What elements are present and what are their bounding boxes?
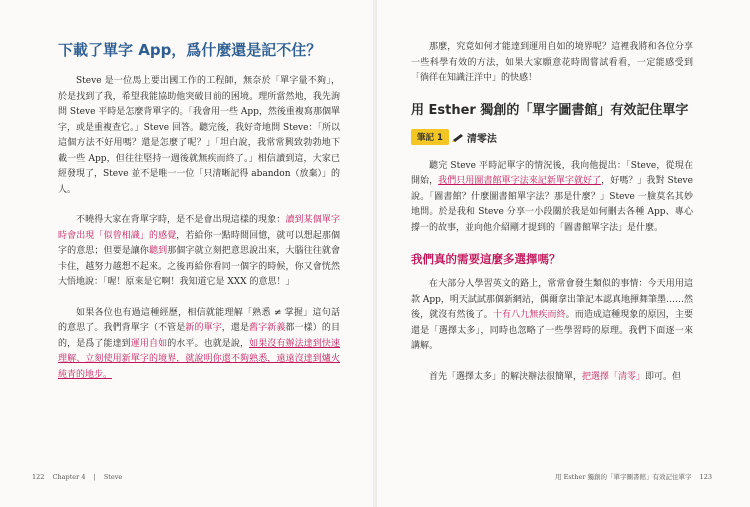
left-p2-highlight-1: 讀到某個單字時會出現「似曾相識」的感覺: [58, 215, 340, 241]
right-page-number: 123: [699, 473, 712, 481]
right-p3-highlight: 把選擇「清零」: [582, 371, 646, 382]
left-p2-highlight-2: 聽到: [149, 246, 168, 256]
right-subheading: 我們真的需要這麼多選擇嗎？: [411, 252, 561, 266]
left-page-footer: [32, 473, 128, 481]
right-paragraph-1: [411, 159, 693, 237]
right-p1-text-a: 聽完 Steve 平時記單字的情況後，我向他提出：「Steve，從現在開始，: [411, 160, 693, 186]
left-p3-highlight-3: 運用自如: [130, 338, 168, 349]
left-paragraph-2: [58, 213, 340, 291]
right-p2-text-a: 在大部分人學習英文的路上，常常會發生類似的事情：今天用用這款 App，明天試試那個新網站，偶爾拿出筆記本認真地揮舞筆墨……然後，就沒有然後了。: [411, 279, 693, 320]
left-page-number: 122: [32, 473, 45, 481]
right-paragraph-0: [411, 40, 693, 87]
chapter-name: Steve: [103, 473, 123, 481]
left-paragraph-1: [58, 74, 340, 198]
right-paragraph-3: [411, 370, 693, 386]
note-badge: 筆記 1: [411, 129, 449, 145]
right-p2-highlight: 十有八九無疾而終: [492, 310, 566, 320]
left-paragraph-3: [58, 306, 340, 384]
right-paragraph-2: [411, 277, 693, 355]
right-page-content: [411, 40, 693, 385]
left-p3-text-c: 都一樣）的目的，是爲了能達到: [58, 323, 340, 349]
note-tag: [411, 130, 693, 145]
pencil-icon: [452, 133, 464, 142]
left-p3-text-d: 的水平。也就是說，: [167, 338, 250, 349]
note-title: 清零法: [466, 133, 497, 145]
left-p3-text-b: ，還是: [221, 323, 250, 333]
left-p2-text-b: ，若給你一點時間回憶，就可以想起那個字的意思；但要是讓你: [58, 230, 340, 256]
left-p3-text-a: 如果各位也有過這種經歷，相信就能理解「熟悉 ≠ 掌握」這句話的意思了。我們背單字（不管是: [58, 307, 340, 333]
left-p1-text: Steve 是一位馬上要出國工作的工程師，無奈於「單字量不夠」，於是找到了我，希望我能協助他突破目前的困境。理所當然地，我先詢問 Steve 平時是怎麼背單字的。「我會用一些 App，然後重複寫那個單字，或是重複查它。」Steve 回答。聽完後，我好奇地問 Steve：「所以這個方法不好用嗎？還是怎麼了呢？」「坦白說，我常常興致勃勃地下載一些 App，但往往堅持一週後就無疾而終了。」相信讀到這，大家已經發現了，Steve 並不是唯一一位「只清晰記得 abandon（放棄）」的人。: [58, 76, 341, 195]
right-p2-text-b: 。而造成這種現象的原因，主要還是「選擇太多」，同時也忽略了一些學習時的原理。我們下面逐一來講解。: [411, 310, 693, 351]
footer-separator: |: [93, 473, 96, 481]
left-p3-highlight-1: 新的單字: [185, 323, 222, 333]
right-p1-highlight: 我們只用圖書館單字法來記新單字就好了: [438, 176, 602, 186]
right-page: [375, 0, 750, 507]
right-p3-text-a: 首先「選擇太多」的解決辦法很簡單，: [429, 371, 583, 382]
right-p0-text: 那麼，究竟如何才能達到運用自如的境界呢？這裡我將和各位分享一些科學有效的方法，如果大家願意花時間嘗試看看，一定能感受到「徜徉在知識汪洋中」的快感！: [411, 42, 693, 83]
chapter-label: Chapter 4: [52, 473, 86, 481]
left-p2-text-a: 不曉得大家在背單字時，是不是會出現這樣的現象：: [76, 215, 286, 225]
left-heading: 下載了單字 App，爲什麼還是記不住？: [58, 41, 322, 59]
right-p3-text-b: 即可。但: [645, 371, 682, 382]
left-p3-highlight-2: 舊字新義: [249, 323, 286, 333]
right-heading: 用 Esther 獨創的「單字圖書館」有效記住單字: [411, 102, 689, 118]
right-p1-text-b: ，好嗎？」我對 Steve 說。「圖書館？什麼圖書館單字法？那是什麼？」Steve 一臉莫名其妙地問。於是我和 Steve 分享一小段關於我是如何刪去各種 App、專心撐一的故事，並向他介紹剛才提到的「圖書館單字法」是什麼。: [411, 176, 693, 233]
left-p2-text-c: 那個字就立刻把意思說出來，大腦往往就會卡住，越努力越想不起來。之後再給你看同一個字的時候，你又會恍然大悟地說：「喔！原來是它啊！我知道它是 XXX 的意思！」: [58, 246, 340, 287]
right-page-footer: [555, 472, 718, 481]
left-p3-highlight-4: 如果沒有辦法達到快速理解、立刻使用新單字的境界，就說明你還不夠熟悉，遠遠沒達到爐火純青的地步。: [58, 338, 340, 380]
running-title: 用 Esther 獨創的「單字圖書館」有效記住單字: [555, 473, 692, 481]
left-page-content: [58, 40, 340, 383]
